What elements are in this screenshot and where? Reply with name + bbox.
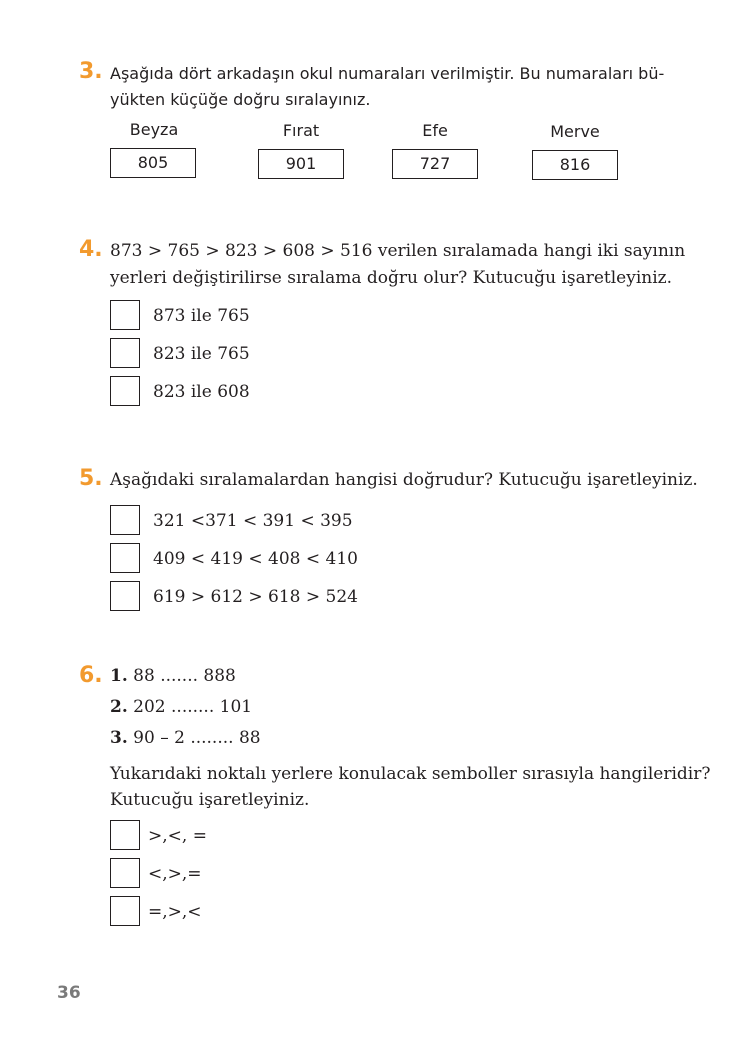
friend-name-beyza: Beyza	[129, 120, 179, 139]
item-text: 88 ....... 888	[127, 666, 236, 686]
option-label: >,<, =	[148, 826, 207, 846]
checkbox[interactable]	[110, 581, 140, 611]
question-5-number: 5.	[79, 466, 103, 491]
question-6-text-line-2: Kutucuğu işaretleyiniz.	[110, 790, 310, 810]
question-6-item-2	[110, 695, 690, 719]
question-4-option-c[interactable]	[110, 376, 510, 408]
checkbox[interactable]	[110, 300, 140, 330]
checkbox[interactable]	[110, 820, 140, 850]
question-3-text-line-1: Aşağıda dört arkadaşın okul numaraları verilmiştir. Bu numaraları bü-	[110, 64, 665, 83]
question-5-option-c[interactable]	[110, 581, 510, 613]
checkbox[interactable]	[110, 543, 140, 573]
option-label: 619 > 612 > 618 > 524	[153, 587, 358, 607]
school-number-box-beyza: 805	[110, 148, 196, 178]
question-6-option-a[interactable]	[110, 820, 510, 852]
checkbox[interactable]	[110, 376, 140, 406]
item-text: 90 – 2 ........ 88	[127, 728, 261, 748]
item-text: 202 ........ 101	[127, 697, 253, 717]
school-number-box-merve: 816	[532, 150, 618, 180]
friend-name-firat: Fırat	[282, 121, 320, 140]
question-3-number: 3.	[79, 59, 103, 84]
question-4-text-line-2: yerleri değiştirilirse sıralama doğru olur? Kutucuğu işaretleyiniz.	[110, 268, 673, 288]
item-number: 3.	[110, 728, 128, 748]
question-6-text-line-1: Yukarıdaki noktalı yerlere konulacak semboller sırasıyla hangileridir?	[110, 764, 711, 784]
question-5-option-b[interactable]	[110, 543, 510, 575]
question-4-text-line-1: 873 > 765 > 823 > 608 > 516 verilen sıralamada hangi iki sayının	[110, 241, 686, 261]
option-label: 409 < 419 < 408 < 410	[153, 549, 358, 569]
checkbox[interactable]	[110, 858, 140, 888]
question-6-number: 6.	[79, 663, 103, 688]
school-number-box-firat: 901	[258, 149, 344, 179]
question-3-text-line-2: yükten küçüğe doğru sıralayınız.	[110, 90, 371, 109]
question-6-item-1	[110, 664, 690, 688]
item-number: 2.	[110, 697, 128, 717]
question-5-text-line-1: Aşağıdaki sıralamalardan hangisi doğrudur? Kutucuğu işaretleyiniz.	[110, 470, 698, 490]
option-label: <,>,=	[148, 864, 202, 884]
option-label: 823 ile 765	[153, 344, 250, 364]
option-label: 873 ile 765	[153, 306, 250, 326]
question-6-option-b[interactable]	[110, 858, 510, 890]
friend-name-merve: Merve	[550, 122, 600, 141]
question-4-option-a[interactable]	[110, 300, 510, 332]
question-6-option-c[interactable]	[110, 896, 510, 928]
friend-name-efe: Efe	[422, 121, 448, 140]
question-4-option-b[interactable]	[110, 338, 510, 370]
option-label: =,>,<	[148, 902, 202, 922]
question-4-number: 4.	[79, 237, 103, 262]
option-label: 823 ile 608	[153, 382, 250, 402]
page-number: 36	[57, 983, 81, 1003]
school-number-box-efe: 727	[392, 149, 478, 179]
option-label: 321 <371 < 391 < 395	[153, 511, 353, 531]
question-6-item-3	[110, 726, 690, 750]
checkbox[interactable]	[110, 338, 140, 368]
checkbox[interactable]	[110, 896, 140, 926]
checkbox[interactable]	[110, 505, 140, 535]
item-number: 1.	[110, 666, 128, 686]
question-5-option-a[interactable]	[110, 505, 510, 537]
